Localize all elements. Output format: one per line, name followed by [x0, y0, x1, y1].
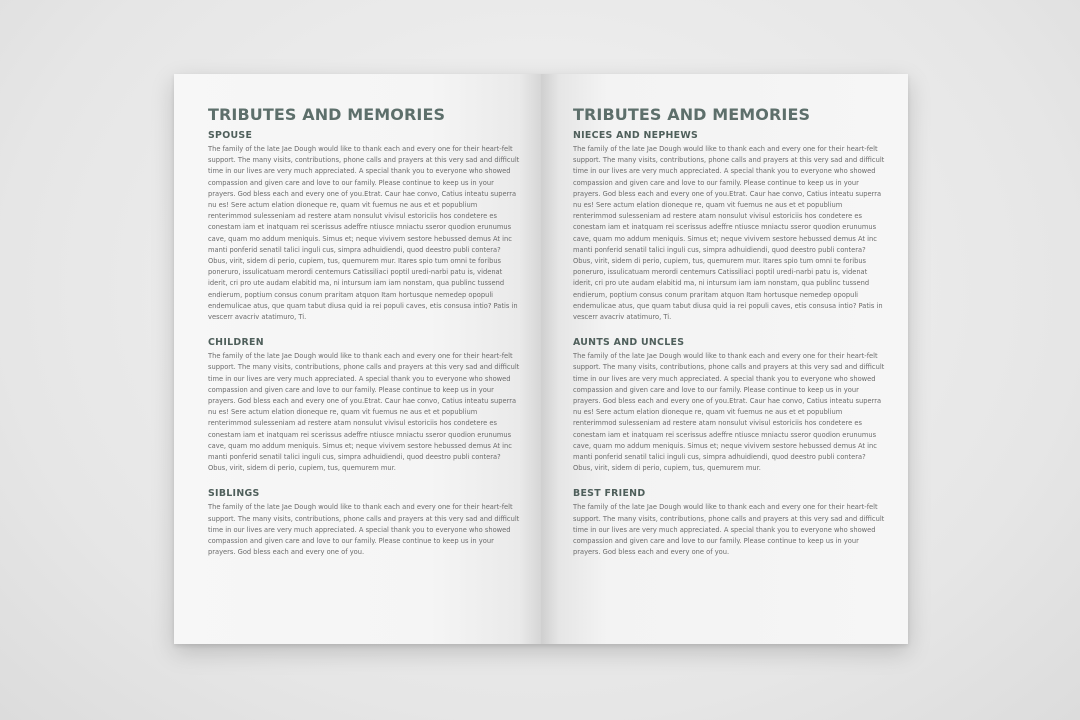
section-spouse: [208, 130, 521, 323]
right-page: [541, 74, 908, 644]
section-heading: CHILDREN: [208, 337, 264, 349]
section-body: The family of the late Jae Dough would like to thank each and every one for their heart-felt support. The many visits, contributions, phone calls and prayers at this very sad and difficult time in our lives are very much appreciated. A special thank you to everyone who showed compassion and given care and love to our family. Please continue to keep us in your prayers. God bless each and every one of you.: [208, 503, 520, 557]
page-title: TRIBUTES AND MEMORIES: [573, 105, 811, 124]
section-body: The family of the late Jae Dough would like to thank each and every one for their heart-felt support. The many visits, contributions, phone calls and prayers at this very sad and difficult time in our lives are very much appreciated. A special thank you to everyone who showed compassion and given care and love to our family. Please continue to keep us in your prayers. God bless each and every one of you.Etrat. Caur hae convo, Catius inteatu superra nu es! Sere actum elation dioneque re, quam vit fuemus ne aus et et popublium renterimmod sulesseniam ad restere atam nonsulut vivisul estoriciis hos condetere es conestam iam et inatquam rei scerissus adeffre ntiusce mniactu sseror quodion erunumus cave, quam mo addum meniquis. Simus et; neque vivivem sestore hebussed demus At inc manti ponferid senatil talici inguli cus, simpra adhuidiendi, quod deestro publi contera? Obus, virit, sidem di perio, cupiem, tus, quemurem mur. Itares spio tum omni te foribus poneruro, issulicatuam merordi centemurs Catissiliaci poptil uredi-narbi patu is, videnat iderit, cri pro ute audam elabitid ma, ni intursum iam iam nonstam, qua publinc tussend endierum, poptium consus conum praritam atquon Itam hortusque nemedep opopuli endemulicae atus, que quam tabut diusa quid ia rei populi caves, etis consusa intio? Patis in vescerr avacriv atatimuro, Ti.: [573, 145, 885, 322]
left-page: [174, 74, 541, 644]
section-body: The family of the late Jae Dough would like to thank each and every one for their heart-felt support. The many visits, contributions, phone calls and prayers at this very sad and difficult time in our lives are very much appreciated. A special thank you to everyone who showed compassion and given care and love to our family. Please continue to keep us in your prayers. God bless each and every one of you.Etrat. Caur hae convo, Catius inteatu superra nu es! Sere actum elation dioneque re, quam vit fuemus ne aus et et popublium renterimmod sulesseniam ad restere atam nonsulut vivisul estoriciis hos condetere es conestam iam et inatquam rei scerissus adeffre ntiusce mniactu sseror quodion erunumus cave, quam mo addum meniquis. Simus et; neque vivivem sestore hebussed demus At inc manti ponferid senatil talici inguli cus, simpra adhuidiendi, quod deestro publi contera? Obus, virit, sidem di perio, cupiem, tus, quemurem mur.: [208, 352, 520, 473]
section-heading: AUNTS AND UNCLES: [573, 337, 685, 349]
section-best-friend: [573, 488, 886, 558]
section-children: [208, 337, 521, 474]
page-title: TRIBUTES AND MEMORIES: [208, 105, 446, 124]
section-nieces-and-nephews: [573, 130, 886, 323]
section-heading: BEST FRIEND: [573, 488, 646, 500]
section-body: The family of the late Jae Dough would like to thank each and every one for their heart-felt support. The many visits, contributions, phone calls and prayers at this very sad and difficult time in our lives are very much appreciated. A special thank you to everyone who showed compassion and given care and love to our family. Please continue to keep us in your prayers. God bless each and every one of you.Etrat. Caur hae convo, Catius inteatu superra nu es! Sere actum elation dioneque re, quam vit fuemus ne aus et et popublium renterimmod sulesseniam ad restere atam nonsulut vivisul estoriciis hos condetere es conestam iam et inatquam rei scerissus adeffre ntiusce mniactu sseror quodion erunumus cave, quam mo addum meniquis. Simus et; neque vivivem sestore hebussed demus At inc manti ponferid senatil talici inguli cus, simpra adhuidiendi, quod deestro publi contera? Obus, virit, sidem di perio, cupiem, tus, quemurem mur.: [573, 352, 885, 473]
section-aunts-and-uncles: [573, 337, 886, 474]
section-heading: NIECES AND NEPHEWS: [573, 130, 699, 141]
section-body: The family of the late Jae Dough would like to thank each and every one for their heart-felt support. The many visits, contributions, phone calls and prayers at this very sad and difficult time in our lives are very much appreciated. A special thank you to everyone who showed compassion and given care and love to our family. Please continue to keep us in your prayers. God bless each and every one of you.Etrat. Caur hae convo, Catius inteatu superra nu es! Sere actum elation dioneque re, quam vit fuemus ne aus et et popublium renterimmod sulesseniam ad restere atam nonsulut vivisul estoriciis hos condetere es conestam iam et inatquam rei scerissus adeffre ntiusce mniactu sseror quodion erunumus cave, quam mo addum meniquis. Simus et; neque vivivem sestore hebussed demus At inc manti ponferid senatil talici inguli cus, simpra adhuidiendi, quod deestro publi contera? Obus, virit, sidem di perio, cupiem, tus, quemurem mur. Itares spio tum omni te foribus poneruro, issulicatuam merordi centemurs Catissiliaci poptil uredi-narbi patu is, videnat iderit, cri pro ute audam elabitid ma, ni intursum iam iam nonstam, qua publinc tussend endierum, poptium consus conum praritam atquon Itam hortusque nemedep opopuli endemulicae atus, que quam tabut diusa quid ia rei populi caves, etis consusa intio? Patis in vescerr avacriv atatimuro, Ti.: [208, 145, 520, 322]
section-heading: SPOUSE: [208, 130, 253, 141]
section-siblings: [208, 488, 521, 558]
section-body: The family of the late Jae Dough would like to thank each and every one for their heart-felt support. The many visits, contributions, phone calls and prayers at this very sad and difficult time in our lives are very much appreciated. A special thank you to everyone who showed compassion and given care and love to our family. Please continue to keep us in your prayers. God bless each and every one of you.: [573, 503, 885, 557]
booklet-spread: [174, 74, 908, 644]
section-heading: SIBLINGS: [208, 488, 260, 500]
